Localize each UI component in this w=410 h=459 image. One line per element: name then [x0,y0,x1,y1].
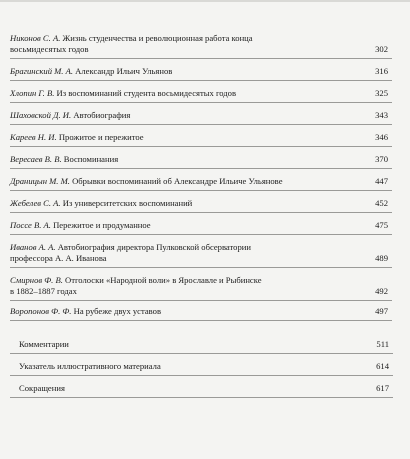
entry-title: Из университетских воспоминаний [62,198,193,208]
toc-entry[interactable] [10,154,388,165]
entry-divider [10,102,392,103]
entry-title: Автобиография [73,110,131,120]
entry-author: Шаховской Д. И. [10,110,72,120]
toc-entry[interactable] [10,88,388,99]
entry-title: Александр Ильич Ульянов [75,66,173,76]
back-matter-divider [10,375,393,376]
entry-page-number: 346 [375,132,388,142]
entry-page-number: 343 [375,110,388,120]
entry-title-continued: в 1882–1887 годах [10,286,77,296]
toc-entry[interactable] [10,132,388,143]
toc-entry[interactable] [10,242,388,264]
entry-title: Пережитое и продуманное [53,220,151,230]
entry-title: Из воспоминаний студента восьмидесятых годов [56,88,237,98]
entry-divider [10,80,392,81]
entry-page-number: 492 [375,286,388,296]
toc-entry[interactable] [10,110,388,121]
entry-title-continued: восьмидесятых годов [10,44,89,54]
entry-divider [10,212,392,213]
entry-author: Смирнов Ф. В. [10,275,63,285]
back-matter-entry[interactable] [19,383,389,394]
entry-title: Жизнь студенчества и революционная работа конца [62,33,253,43]
back-matter-title: Комментарии [19,339,69,349]
entry-title-continued: профессора А. А. Иванова [10,253,107,263]
entry-title: Прожитое и пережитое [58,132,144,142]
back-matter-divider [10,353,393,354]
entry-author: Иванов А. А. [10,242,56,252]
entry-divider [10,168,392,169]
entry-page-number: 475 [375,220,388,230]
entry-title: Автобиография директора Пулковской обсерватории [57,242,251,252]
back-matter-title: Указатель иллюстративного материала [19,361,161,371]
entry-divider [10,146,392,147]
entry-page-number: 489 [375,253,388,263]
entry-divider [10,320,392,321]
entry-page-number: 302 [375,44,388,54]
entry-author: Поссе В. А. [10,220,51,230]
entry-page-number: 316 [375,66,388,76]
entry-author: Жебелев С. А. [10,198,61,208]
entry-divider [10,300,392,301]
entry-divider [10,267,392,268]
back-matter-page-number: 511 [376,339,389,349]
entry-author: Кареев Н. И. [10,132,57,142]
toc-entry[interactable] [10,66,388,77]
toc-entry[interactable] [10,306,388,317]
back-matter-title: Сокращения [19,383,65,393]
toc-entry[interactable] [10,176,388,187]
back-matter-entry[interactable] [19,361,389,372]
back-matter-page-number: 614 [376,361,389,371]
entry-author: Драницын М. М. [10,176,70,186]
entry-author: Вересаев В. В. [10,154,62,164]
entry-title: Обрывки воспоминаний об Александре Ильиче Ульянове [72,176,283,186]
back-matter-divider [10,397,393,398]
entry-author: Воропонов Ф. Ф. [10,306,72,316]
entry-page-number: 452 [375,198,388,208]
entry-page-number: 325 [375,88,388,98]
toc-entry[interactable] [10,33,388,55]
toc-entry[interactable] [10,198,388,209]
entry-divider [10,234,392,235]
entry-divider [10,58,392,59]
entry-author: Никонов С. А. [10,33,61,43]
entry-divider [10,190,392,191]
toc-entry[interactable] [10,220,388,231]
back-matter-entry[interactable] [19,339,389,350]
back-matter-page-number: 617 [376,383,389,393]
entry-title: Отголоски «Народной воли» в Ярославле и Рыбинске [65,275,262,285]
entry-title: Воспоминания [63,154,119,164]
entry-author: Брагинский М. А. [10,66,74,76]
entry-page-number: 447 [375,176,388,186]
entry-page-number: 497 [375,306,388,316]
entry-divider [10,124,392,125]
entry-page-number: 370 [375,154,388,164]
entry-title: На рубеже двух уставов [73,306,162,316]
entry-author: Хлопин Г. В. [10,88,55,98]
toc-entry[interactable] [10,275,388,297]
